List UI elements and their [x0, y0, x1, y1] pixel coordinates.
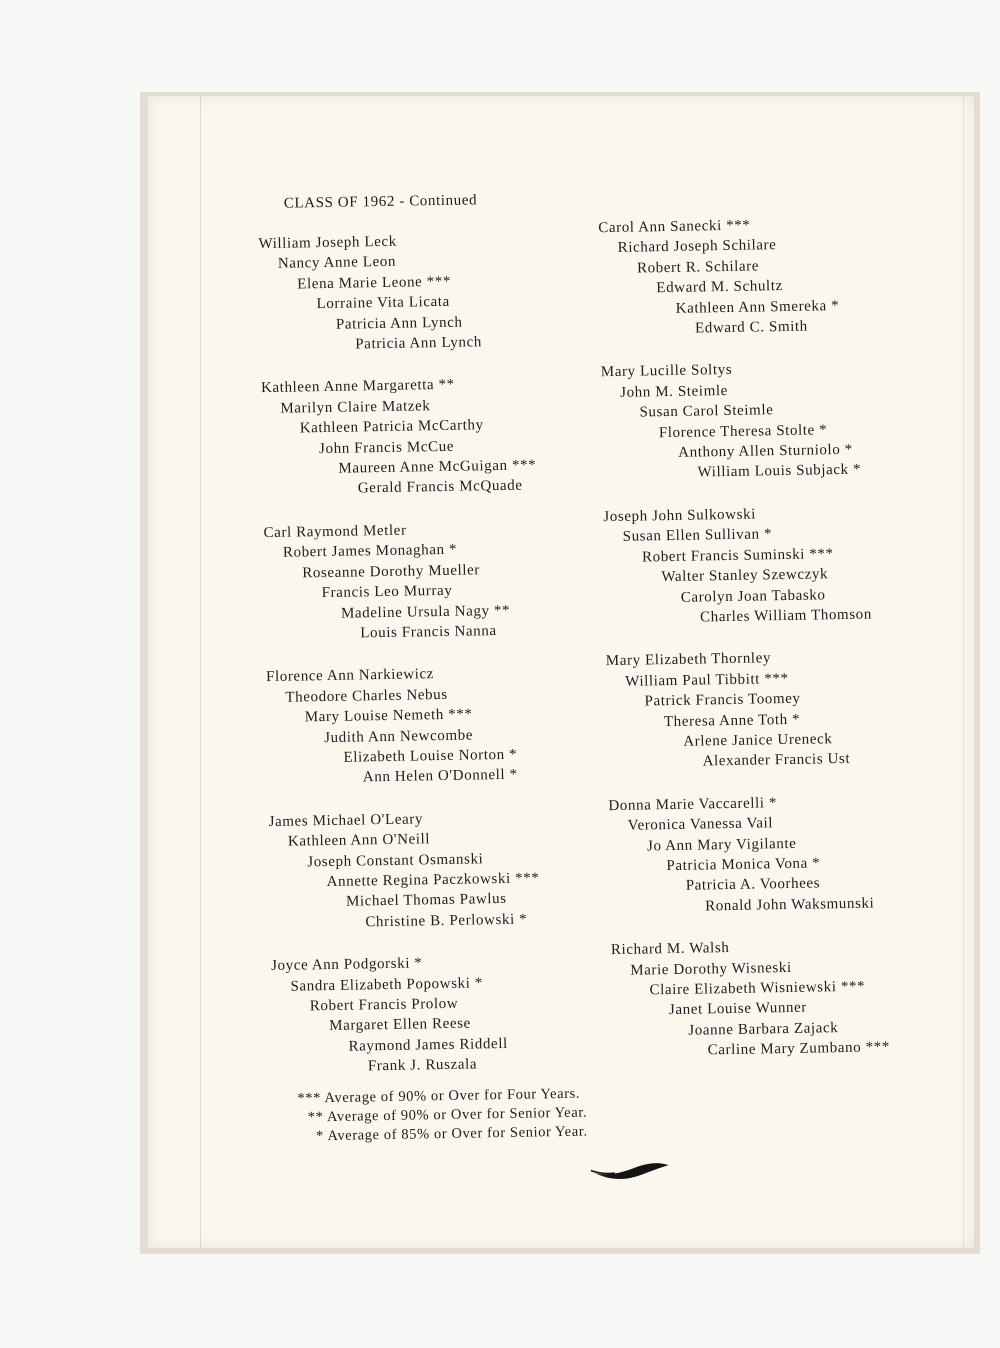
graduate-name: Robert R. Schilare	[636, 258, 760, 277]
graduate-name: Edward M. Schultz	[656, 278, 783, 297]
graduate-name: Maureen Anne McGuigan ***	[338, 457, 537, 477]
graduate-name: Frank J. Ruszala	[367, 1056, 478, 1075]
name-group	[601, 356, 963, 485]
graduate-name: Jo Ann Mary Vigilante	[646, 835, 797, 855]
graduate-name: Margaret Ellen Reese	[329, 1015, 471, 1035]
graduate-name: Mary Louise Nemeth ***	[304, 706, 473, 726]
graduate-name: Joyce Ann Podgorski *	[270, 955, 423, 975]
legend-line: *** Average of 90% or Over for Four Years.	[297, 1085, 581, 1107]
graduate-name: Lorraine Vita Licata	[316, 294, 450, 313]
right-name-column	[598, 212, 973, 1085]
graduate-name: Richard Joseph Schilare	[617, 237, 777, 257]
graduate-name: John Francis McCue	[318, 438, 455, 457]
name-group	[258, 228, 620, 357]
graduate-name: Anthony Allen Sturniolo *	[678, 441, 853, 461]
graduate-name: Robert Francis Prolow	[309, 995, 459, 1015]
graduate-name: Robert James Monaghan *	[282, 542, 458, 562]
name-group	[608, 790, 970, 919]
graduate-name: Charles William Thomson	[699, 606, 873, 626]
honors-legend	[297, 1082, 718, 1146]
graduate-name: Elizabeth Louise Norton *	[343, 746, 518, 766]
legend-line: ** Average of 90% or Over for Senior Year.	[307, 1104, 588, 1126]
name-group	[271, 950, 633, 1079]
graduate-name: Veronica Vanessa Vail	[627, 815, 774, 834]
graduate-name: Joseph Constant Osmanski	[307, 850, 484, 870]
graduate-name: Kathleen Anne Margaretta **	[260, 377, 455, 397]
graduate-name: Christine B. Perlowski *	[365, 911, 528, 931]
graduate-name: Alexander Francis Ust	[702, 751, 851, 770]
graduate-name: Sandra Elizabeth Popowski *	[290, 974, 484, 995]
graduate-name: Kathleen Ann O'Neill	[287, 831, 431, 850]
name-group	[603, 501, 965, 630]
graduate-name: Elena Marie Leone ***	[297, 273, 452, 293]
graduate-name: Annette Regina Paczkowski ***	[326, 870, 540, 891]
graduate-name: William Joseph Leck	[258, 233, 397, 253]
graduate-name: Ann Helen O'Donnell *	[362, 767, 518, 786]
graduate-name: Ronald John Waksmunski	[705, 895, 875, 915]
graduate-name: Carl Raymond Metler	[263, 522, 407, 541]
graduate-name: Donna Marie Vaccarelli *	[608, 794, 778, 814]
graduate-name: Theodore Charles Nebus	[285, 686, 448, 706]
graduate-name: Claire Elizabeth Wisniewski ***	[649, 978, 866, 999]
graduate-name: Marilyn Claire Matzek	[280, 398, 431, 417]
graduate-name: William Paul Tibbitt ***	[625, 670, 789, 690]
graduate-name: Florence Theresa Stolte *	[658, 421, 828, 441]
graduate-name: Mary Elizabeth Thornley	[605, 650, 772, 670]
swash-ornament-icon	[591, 1157, 673, 1187]
name-group	[261, 372, 623, 501]
name-group	[268, 806, 630, 935]
graduate-name: William Louis Subjack *	[697, 462, 862, 481]
graduate-name: Edward C. Smith	[694, 318, 808, 337]
graduate-name: Kathleen Patricia McCarthy	[299, 417, 484, 437]
graduate-name: Kathleen Ann Smereka *	[675, 297, 840, 317]
graduate-name: Judith Ann Newcombe	[324, 727, 474, 746]
graduate-name: Roseanne Dorothy Mueller	[302, 562, 481, 582]
name-group	[611, 934, 973, 1063]
graduate-name: Gerald Francis McQuade	[357, 478, 523, 497]
graduate-name: Susan Ellen Sullivan *	[622, 526, 773, 546]
graduate-name: Louis Francis Nanna	[360, 622, 497, 642]
graduate-name: Madeline Ursula Nagy **	[340, 602, 511, 622]
graduate-name: Michael Thomas Pawlus	[345, 891, 507, 911]
graduate-name: Carolyn Joan Tabasko	[680, 586, 826, 606]
graduate-name: Nancy Anne Leon	[277, 254, 397, 273]
graduate-name: Mary Lucille Soltys	[600, 362, 733, 381]
graduate-name: Susan Carol Steimle	[639, 402, 774, 421]
graduate-name: Arlene Janice Ureneck	[683, 731, 833, 750]
graduate-name: Carline Mary Zumbano ***	[707, 1039, 891, 1059]
name-group	[266, 661, 628, 790]
graduate-name: Patricia A. Voorhees	[685, 875, 821, 895]
graduate-name: Robert Francis Suminski ***	[641, 545, 834, 566]
graduate-name: Patrick Francis Toomey	[644, 690, 801, 710]
graduate-name: John M. Steimle	[620, 382, 729, 401]
graduate-name: Patricia Monica Vona *	[666, 855, 821, 875]
graduate-name: Richard M. Walsh	[610, 940, 730, 959]
name-group	[263, 517, 625, 646]
graduate-name: Janet Louise Wunner	[668, 1000, 808, 1019]
graduate-name: Walter Stanley Szewczyk	[661, 566, 829, 586]
page-title: CLASS OF 1962 - Continued	[283, 192, 478, 212]
graduate-name: Raymond James Riddell	[348, 1035, 508, 1055]
graduate-name: Marie Dorothy Wisneski	[630, 959, 792, 979]
graduate-name: Patricia Ann Lynch	[335, 314, 463, 333]
name-group	[598, 212, 960, 341]
graduate-name: Joanne Barbara Zajack	[688, 1019, 839, 1039]
graduate-name: Joseph John Sulkowski	[603, 506, 757, 526]
left-name-column	[258, 228, 633, 1101]
legend-line: * Average of 85% or Over for Senior Year.	[315, 1123, 588, 1145]
graduate-name: Florence Ann Narkiewicz	[265, 666, 435, 686]
graduate-name: Francis Leo Murray	[321, 582, 453, 602]
graduate-name: James Michael O'Leary	[268, 811, 424, 830]
name-group	[606, 645, 968, 774]
graduate-name: Carol Ann Sanecki ***	[598, 217, 751, 237]
graduate-name: Patricia Ann Lynch	[355, 334, 483, 353]
graduate-name: Theresa Anne Toth *	[663, 711, 801, 730]
